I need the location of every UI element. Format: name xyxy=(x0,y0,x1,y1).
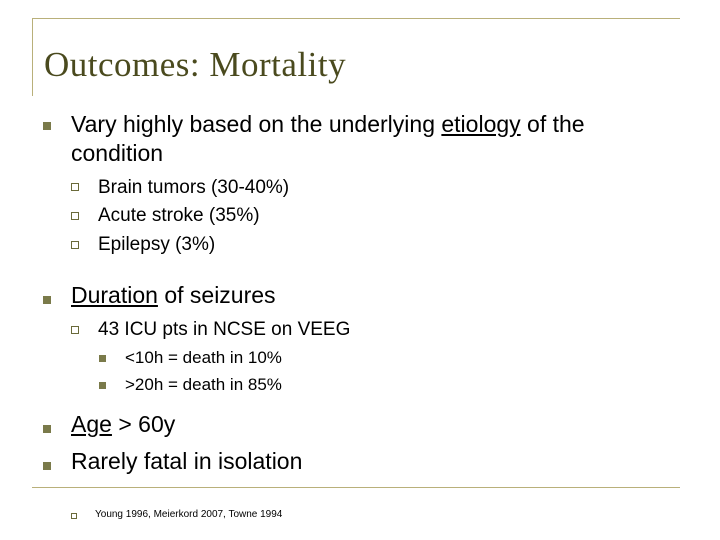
sub-sub-bullet-over-20h: >20h = death in 85% xyxy=(125,375,282,394)
bullet-1-line-1 xyxy=(71,110,585,139)
square-bullet-icon xyxy=(43,296,51,304)
checkbox-bullet-icon xyxy=(71,212,79,220)
reference-citation: Young 1996, Meierkord 2007, Towne 1994 xyxy=(95,509,283,520)
square-bullet-icon xyxy=(99,355,106,362)
bullet-1-prefix: Vary highly based on the underlying xyxy=(71,111,442,137)
square-bullet-icon xyxy=(43,462,51,470)
bullet-3-suffix: > 60y xyxy=(111,411,176,437)
checkbox-bullet-icon xyxy=(71,183,79,191)
bullet-3 xyxy=(71,410,175,439)
checkbox-bullet-icon xyxy=(71,513,77,519)
frame-bottom-rule xyxy=(32,487,680,488)
sub-bullet-brain-tumors: Brain tumors (30-40%) xyxy=(98,177,290,198)
square-bullet-icon xyxy=(99,382,106,389)
checkbox-bullet-icon xyxy=(71,326,79,334)
square-bullet-icon xyxy=(43,425,51,433)
sub-bullet-acute-stroke: Acute stroke (35%) xyxy=(98,205,260,226)
bullet-2 xyxy=(71,281,276,310)
bullet-1-suffix: of the xyxy=(520,111,585,137)
checkbox-bullet-icon xyxy=(71,241,79,249)
frame-top-rule xyxy=(32,18,680,19)
frame-left-rule xyxy=(32,18,33,96)
slide-title: Outcomes: Mortality xyxy=(44,45,347,84)
bullet-4: Rarely fatal in isolation xyxy=(71,448,303,474)
square-bullet-icon xyxy=(43,122,51,130)
bullet-2-suffix: of seizures xyxy=(157,282,276,308)
bullet-3-underlined-term: Age xyxy=(71,411,112,437)
sub-sub-bullet-under-10h: <10h = death in 10% xyxy=(125,348,282,367)
bullet-2-underlined-term: Duration xyxy=(71,282,158,308)
bullet-1-line-2: condition xyxy=(71,140,164,166)
bullet-1-underlined-term: etiology xyxy=(441,111,521,137)
sub-bullet-icu-patients: 43 ICU pts in NCSE on VEEG xyxy=(98,319,351,340)
sub-bullet-epilepsy: Epilepsy (3%) xyxy=(98,234,216,255)
